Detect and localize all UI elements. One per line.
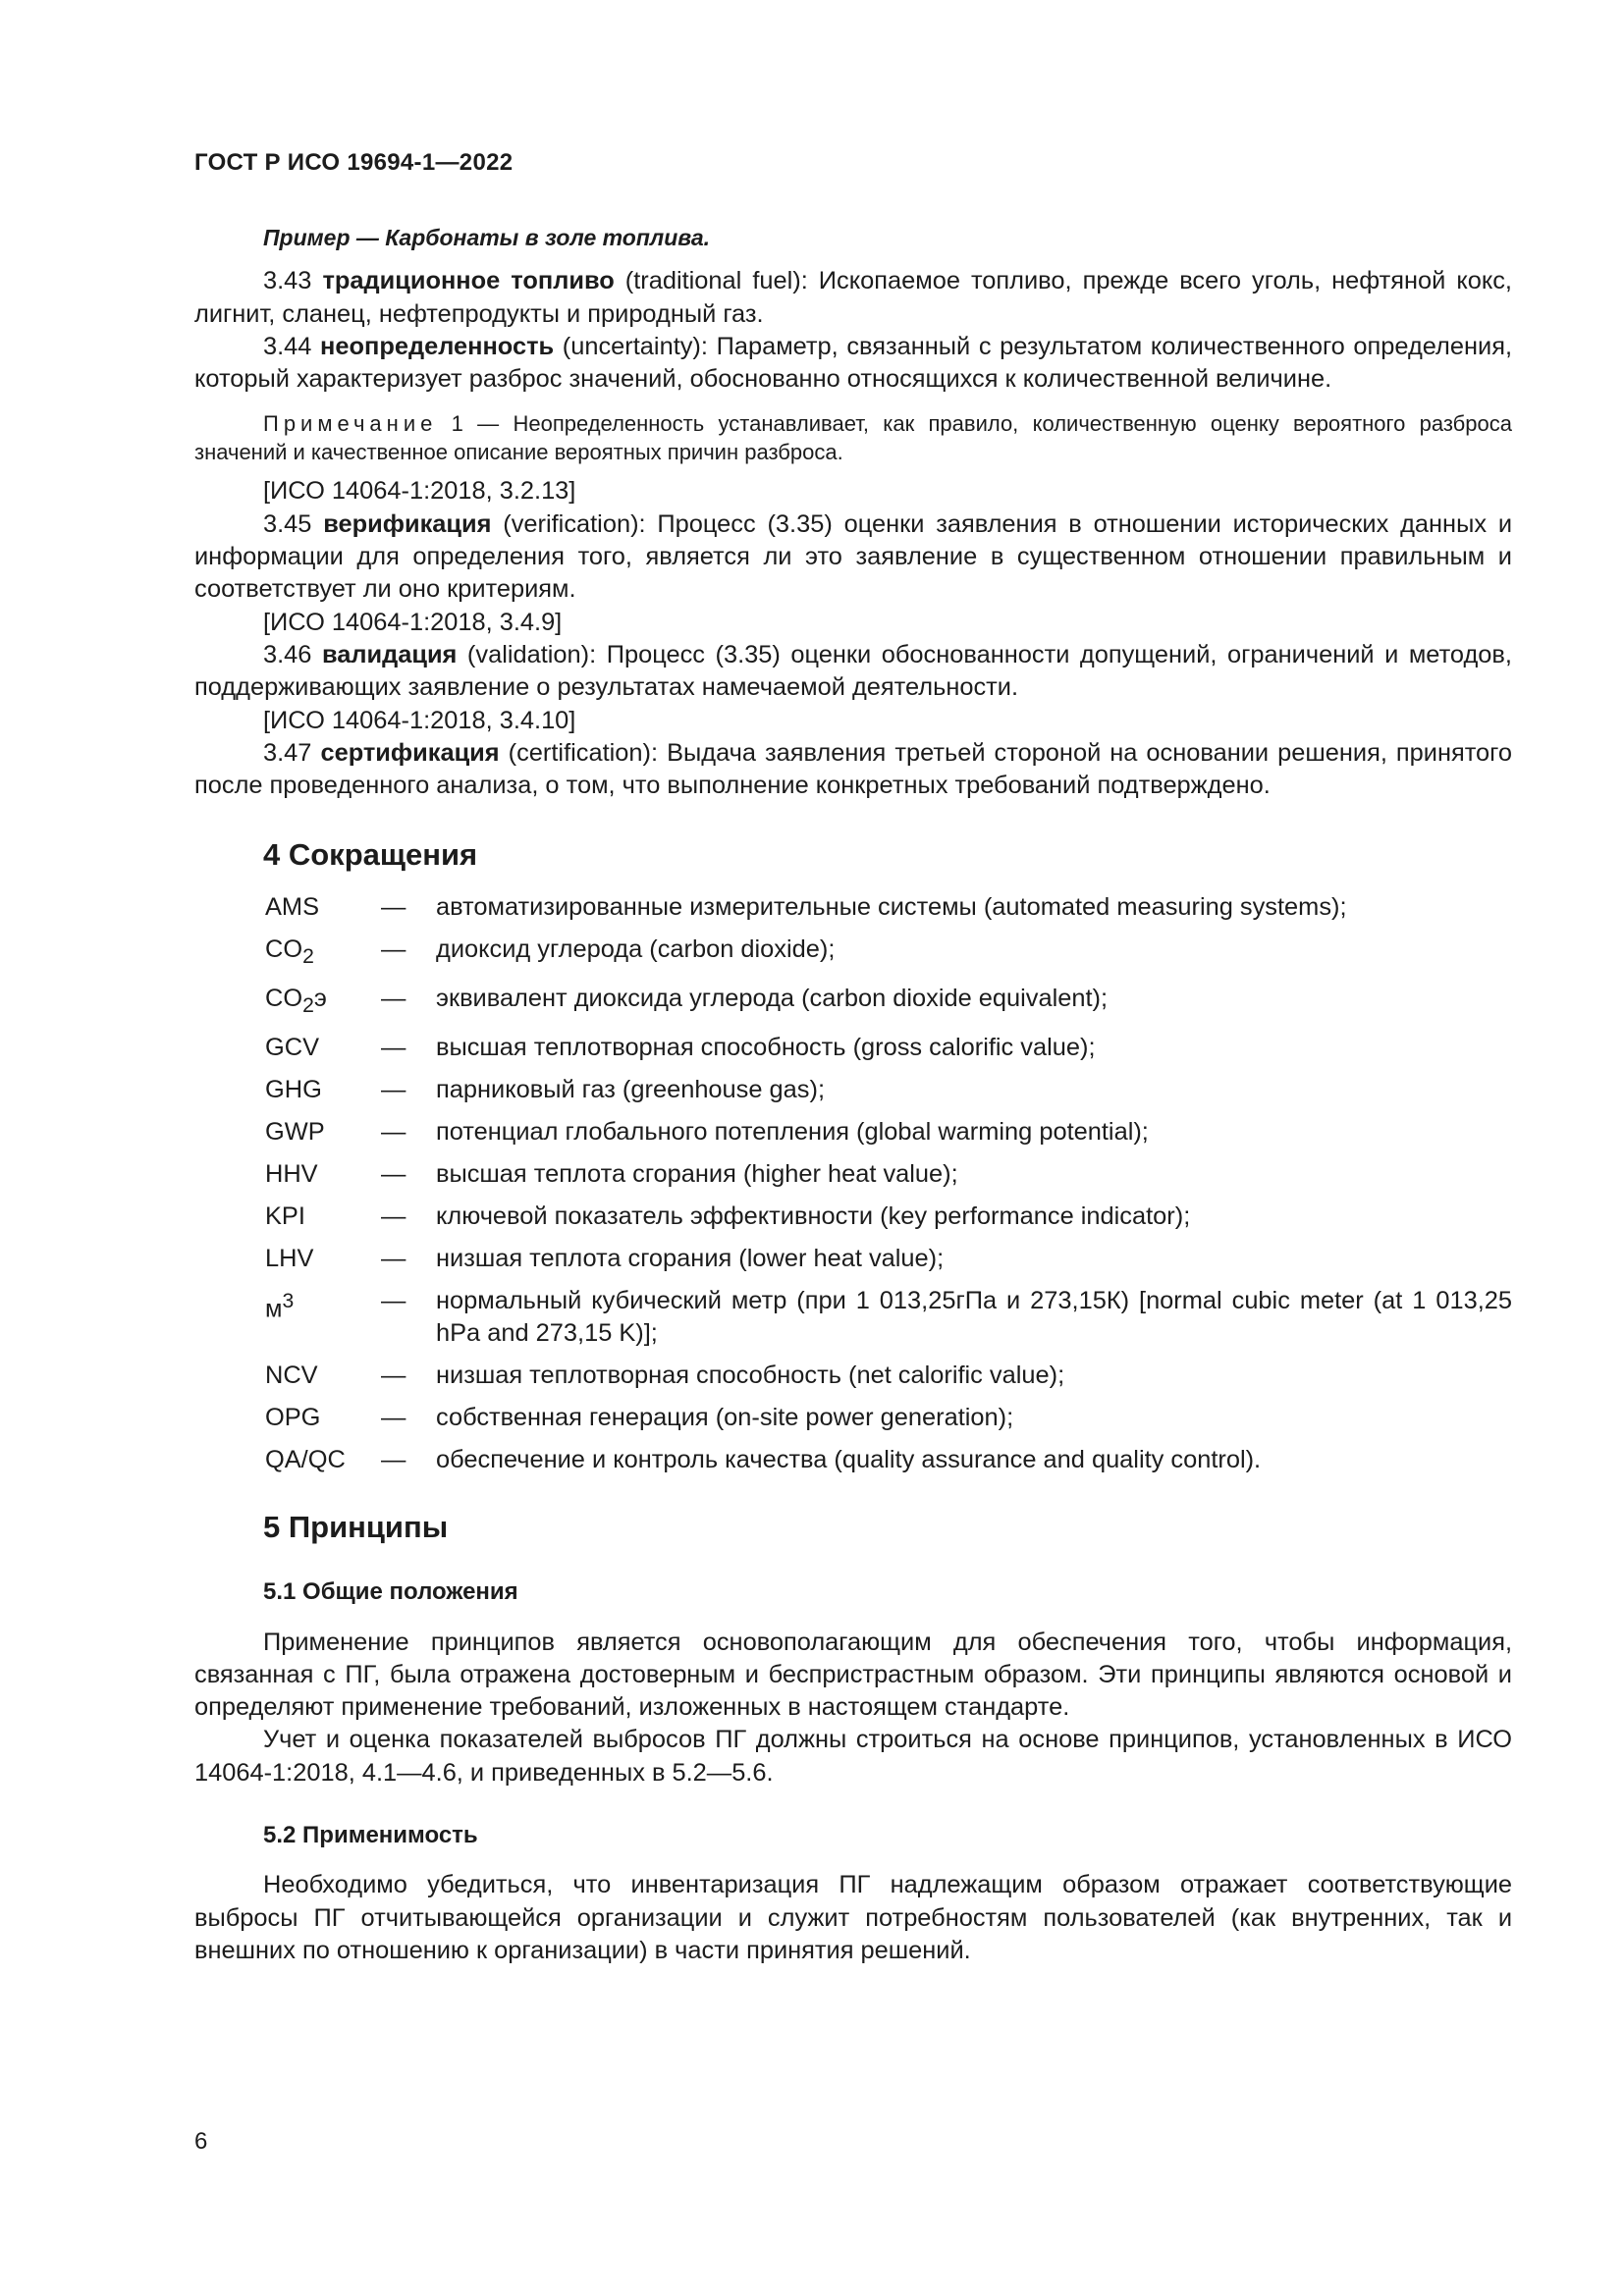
abbreviation-list [265, 891, 1512, 1476]
term-number: 3.46 [263, 640, 312, 668]
abbreviation-dash: — [381, 1159, 406, 1188]
term-entry-3-45 [194, 508, 1512, 607]
abbreviation-term: $CO_2$ [265, 934, 314, 968]
abbreviation-dash: — [381, 892, 406, 921]
abbreviation-definition: высшая теплотворная способность (gross calorific value); [436, 1033, 1096, 1061]
paragraph: Необходимо убедиться, что инвентаризация ПГ надлежащим образом отражает соответствующие выбросы ПГ отчитывающейся организации и служит потребностям пользователей (как внутренних, так и внешних по отношению к организации) в части принятия решений. [194, 1871, 1512, 1964]
abbreviation-row [265, 1243, 1512, 1275]
term-number: 3.44 [263, 332, 312, 360]
section-5-heading: 5 Принципы [263, 1509, 449, 1544]
term-definition: Ископаемое топливо, прежде всего уголь, нефтяной кокс, лигнит, сланец, нефтепродукты и природный газ. [194, 267, 1512, 328]
term-english: (uncertainty): [562, 332, 708, 360]
abbreviation-term: KPI [265, 1201, 305, 1230]
subsection-5-1-heading: 5.1 Общие положения [263, 1578, 518, 1606]
abbreviation-dash: — [381, 1286, 406, 1314]
abbreviation-definition: низшая теплотворная способность (net calorific value); [436, 1361, 1065, 1389]
paragraph: Учет и оценка показателей выбросов ПГ должны строиться на основе принципов, установленных в ИСО 14064-1:2018, 4.1—4.6, и приведенных в 5.2—5.6. [194, 1726, 1512, 1787]
abbreviation-dash: — [381, 934, 406, 963]
term-entry-3-43 [194, 265, 1512, 331]
term-definition: Процесс (3.35) оценки заявления в отношении исторических данных и информации для определения того, является ли это заявление в существенном отношении правильным и соответствует ли оно критериям. [194, 509, 1513, 604]
term-entry-3-46 [194, 639, 1512, 705]
abbreviation-dash: — [381, 984, 406, 1012]
standard-header: ГОСТ Р ИСО 19694-1—2022 [194, 149, 514, 176]
section-4-heading: 4 Сокращения [263, 837, 478, 873]
abbreviation-dash: — [381, 1075, 406, 1103]
abbreviation-row [265, 1032, 1512, 1064]
abbreviation-term: GHG [265, 1075, 322, 1103]
abbreviation-term: HHV [265, 1159, 318, 1188]
abbreviation-dash: — [381, 1445, 406, 1473]
term-english: (validation): [466, 640, 597, 668]
term-note [194, 409, 1512, 466]
abbreviation-dash: — [381, 1033, 406, 1061]
term-name: верификация [323, 509, 492, 538]
abbreviation-definition: ключевой показатель эффективности (key performance indicator); [436, 1201, 1191, 1230]
abbreviation-definition: высшая теплота сгорания (higher heat value); [436, 1159, 958, 1188]
abbreviation-definition: автоматизированные измерительные системы (automated measuring systems); [436, 892, 1347, 921]
term-definition: Выдача заявления третьей стороной на основании решения, принятого после проведенного анализа, о том, что выполнение конкретных требований подтверждено. [194, 738, 1512, 800]
term-source: [ИСО 14064-1:2018, 3.4.9] [263, 608, 563, 636]
term-number: 3.45 [263, 509, 312, 538]
abbreviation-definition: диоксид углерода (carbon dioxide); [436, 934, 836, 963]
page-content [194, 222, 1512, 1967]
abbreviation-definition: нормальный кубический метр (при 1 013,25гПа и 273,15К) [normal cubic meter (at 1 013,25 hPa and 273,15 K)]; [436, 1286, 1512, 1347]
abbreviation-row [265, 1158, 1512, 1191]
note-label: Примечание [263, 411, 438, 437]
abbreviation-term: $м^3$ [265, 1289, 295, 1323]
abbreviation-definition: парниковый газ (greenhouse gas); [436, 1075, 825, 1103]
abbreviation-dash: — [381, 1361, 406, 1389]
abbreviation-definition: собственная генерация (on-site power generation); [436, 1403, 1014, 1431]
abbreviation-dash: — [381, 1403, 406, 1431]
abbreviation-row [265, 891, 1512, 924]
abbreviation-definition: эквивалент диоксида углерода (carbon dioxide equivalent); [436, 984, 1109, 1012]
term-name: сертификация [320, 738, 500, 767]
abbreviation-term: $CO_2э$ [265, 984, 327, 1017]
term-definition: Процесс (3.35) оценки обоснованности допущений, ограничений и методов, поддерживающих заявление о результатах намечаемой деятельности. [194, 640, 1512, 702]
abbreviation-term: AMS [265, 892, 320, 921]
abbreviation-term: OPG [265, 1403, 321, 1431]
abbreviation-row [265, 1116, 1512, 1148]
term-entry-3-44 [194, 331, 1512, 397]
abbreviation-row [265, 1360, 1512, 1392]
abbreviation-term: GWP [265, 1117, 325, 1146]
term-name: валидация [321, 640, 458, 668]
term-source: [ИСО 14064-1:2018, 3.4.10] [263, 706, 576, 734]
subsection-5-2-heading: 5.2 Применимость [263, 1821, 478, 1848]
abbreviation-definition: обеспечение и контроль качества (quality assurance and quality control). [436, 1445, 1262, 1473]
term-entry-3-47 [194, 737, 1512, 803]
term-number: 3.43 [263, 267, 312, 295]
term-number: 3.47 [263, 738, 312, 767]
page-number: 6 [194, 2128, 208, 2155]
abbreviation-term: NCV [265, 1361, 318, 1389]
term-name: традиционное топливо [322, 267, 615, 295]
abbreviation-row [265, 934, 1512, 973]
abbreviation-row [265, 1201, 1512, 1233]
abbreviation-dash: — [381, 1244, 406, 1272]
abbreviation-dash: — [381, 1201, 406, 1230]
term-english: (certification): [508, 738, 659, 767]
abbreviation-term: QA/QC [265, 1445, 346, 1473]
abbreviation-row [265, 1285, 1512, 1350]
note-text: 1 — Неопределенность устанавливает, как правило, количественную оценку вероятного разброса значений и качественное описание вероятных причин разброса. [194, 411, 1512, 465]
paragraph: Применение принципов является основополагающим для обеспечения того, чтобы информация, связанная с ПГ, была отражена достоверным и беспристрастным образом. Эти принципы являются основой и определяют применение требований, изложенных в настоящем стандарте. [194, 1628, 1512, 1722]
abbreviation-definition: низшая теплота сгорания (lower heat value); [436, 1244, 945, 1272]
abbreviation-term: LHV [265, 1244, 314, 1272]
abbreviation-definition: потенциал глобального потепления (global warming potential); [436, 1117, 1149, 1146]
abbreviation-row [265, 1444, 1512, 1476]
abbreviation-row [265, 983, 1512, 1022]
abbreviation-row [265, 1074, 1512, 1106]
term-english: (verification): [503, 509, 646, 538]
abbreviation-dash: — [381, 1117, 406, 1146]
term-name: неопределенность [320, 332, 555, 360]
abbreviation-term: GCV [265, 1033, 320, 1061]
term-definition: Параметр, связанный с результатом количественного определения, который характеризует разброс значений, обоснованно относящихся к количественной величине. [194, 332, 1512, 394]
term-english: (traditional fuel): [624, 267, 808, 295]
example-line: Пример — Карбонаты в золе топлива. [263, 225, 711, 250]
abbreviation-row [265, 1402, 1512, 1434]
term-source: [ИСО 14064-1:2018, 3.2.13] [263, 477, 576, 506]
